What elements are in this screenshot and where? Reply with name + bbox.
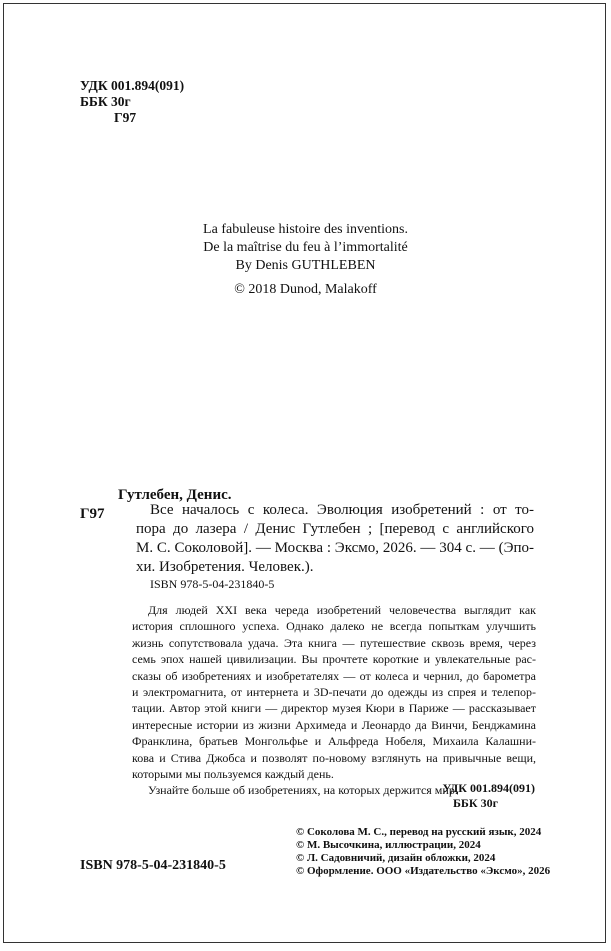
annotation-line: тации. Автор этой книги — директор музея Кюри в Париже — рассказывает [132,701,536,716]
annotation-line: Для людей XXI века череда изобретений человечества выглядит как [148,603,536,617]
original-author: By Denis GUTHLEBEN [235,258,376,273]
annotation-udk: УДК 001.894(091) [442,781,535,795]
original-copyright: © 2018 Dunod, Malakoff [234,282,377,297]
copyright-notice: © М. Высочкина, иллюстрации, 2024 [296,839,481,851]
copyright-notice: © Л. Садовничий, дизайн обложки, 2024 [296,852,496,864]
catalog-description-line: М. С. Соколовой]. — Москва : Эксмо, 2026. — 304 с. — (Эпо- [136,540,534,556]
annotation-line: интересные истории из жизни Архимеда и Леонардо да Винчи, Бенджамина [132,717,536,732]
annotation-closing-line: Узнайте больше об изобретениях, на которых держится мир. [148,783,458,798]
annotation-line: жизнь сопутствовала удача. Эта книга — путешествие сквозь время, через [132,635,536,650]
annotation-line: и электромагнита, от интернета и 3D-печати до одежды из спрея и телепор- [132,685,536,700]
original-title-line-1: La fabuleuse histoire des inventions. [203,222,408,237]
footer-isbn: ISBN 978-5-04-231840-5 [80,858,226,873]
original-title-line-2: De la maîtrise du feu à l’immortalité [203,240,408,255]
annotation-text [132,602,536,799]
copyright-notice: © Оформление. ООО «Издательство «Эксмо», 2026 [296,865,551,877]
catalog-description [136,501,534,577]
catalog-description-line: пора до лазера / Денис Гутлебен ; [перевод с английского [136,521,534,537]
annotation-line: семь эпох нашей цивилизации. Вы прочтете короткие и увлекательные рас- [132,652,536,667]
annotation-line: которыми мы пользуемся каждый день. [132,767,334,782]
annotation-line: кова и Стива Джобса и позволят по-новому взглянуть на привычные вещи, [132,750,536,765]
annotation-line: Франклина, братьев Монгольфье и Альфреда Нобеля, Михаила Калашни- [132,734,536,749]
udk-code: УДК 001.894(091) [80,78,185,93]
copyright-notice: © Соколова М. С., перевод на русский язык, 2024 [296,826,542,838]
imprint-page [3,3,606,943]
annotation-bbk: ББК 30г [453,796,499,810]
copyright-notices [296,826,550,878]
author-sign: Г97 [114,110,137,125]
annotation-line: сказы об изобретениях и изобретателях — от колеса и чернил, до барометра [132,668,536,683]
catalog-isbn: ISBN 978-5-04-231840-5 [150,577,275,591]
catalog-author-sign: Г97 [80,506,105,522]
catalog-author-heading: Гутлебен, Денис. [118,487,232,503]
bbk-code: ББК 30г [80,94,131,109]
catalog-description-line: хи. Изобретения. Человек.). [136,559,314,575]
annotation-line: история сплошного успеха. Однако далеко не всегда попыткам улучшить [132,619,536,634]
catalog-description-line: Все началось с колеса. Эволюция изобретений : от то- [150,502,534,518]
